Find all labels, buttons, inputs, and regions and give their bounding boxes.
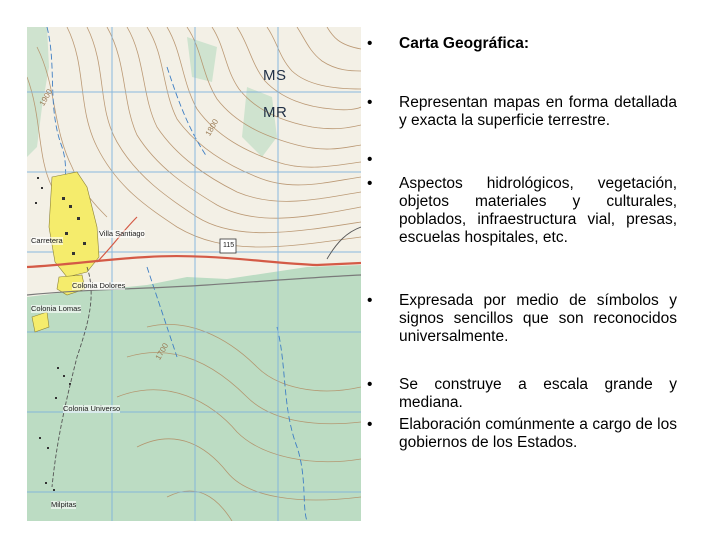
- map-label-contour-1800: 1800: [203, 117, 221, 138]
- map-label-colonia-lomas: Colonia Lomas: [31, 304, 82, 313]
- map-label-milpitas: Milpitas: [51, 500, 77, 509]
- map-label-route: 115: [223, 242, 235, 249]
- topographic-map: [27, 27, 361, 521]
- map-label-mr: MR: [263, 104, 288, 121]
- bullet-text: Elaboración comúnmente a cargo de los gobiernos de los Estados.: [399, 416, 677, 451]
- bullet-marker: •: [367, 35, 373, 52]
- bullet-marker: •: [367, 416, 373, 433]
- map-label-contour-1900: 1900: [37, 87, 55, 108]
- bullet-heading: Carta Geográfica:: [399, 35, 530, 52]
- bullet-marker: •: [367, 292, 373, 309]
- map-label-ms: MS: [263, 67, 287, 84]
- bullet-marker: •: [367, 376, 373, 393]
- bullet-text: Aspectos hidrológicos, vegetación, objetos materiales y culturales, poblados, infraestructura vial, presas, escuelas hospitales, etc.: [399, 175, 677, 246]
- bullet-text: Se construye a escala grande y mediana.: [399, 376, 677, 411]
- bullet-marker: •: [367, 151, 373, 168]
- map-label-colonia-dolores: Colonia Dolores: [72, 281, 126, 290]
- map-graphic: [27, 27, 361, 521]
- map-label-villa: Villa Santiago: [99, 229, 145, 238]
- bullet-marker: •: [367, 175, 373, 192]
- bullet-text: Expresada por medio de símbolos y signos sencillos que son reconocidos universalmente.: [399, 292, 677, 345]
- bullet-marker: •: [367, 94, 373, 111]
- map-label-carretera: Carretera: [31, 236, 63, 245]
- map-label-contour-1700: 1700: [153, 341, 171, 362]
- map-label-colonia-universo: Colonia Universo: [63, 404, 121, 413]
- bullet-text: Representan mapas en forma detallada y exacta la superficie terrestre.: [399, 94, 677, 129]
